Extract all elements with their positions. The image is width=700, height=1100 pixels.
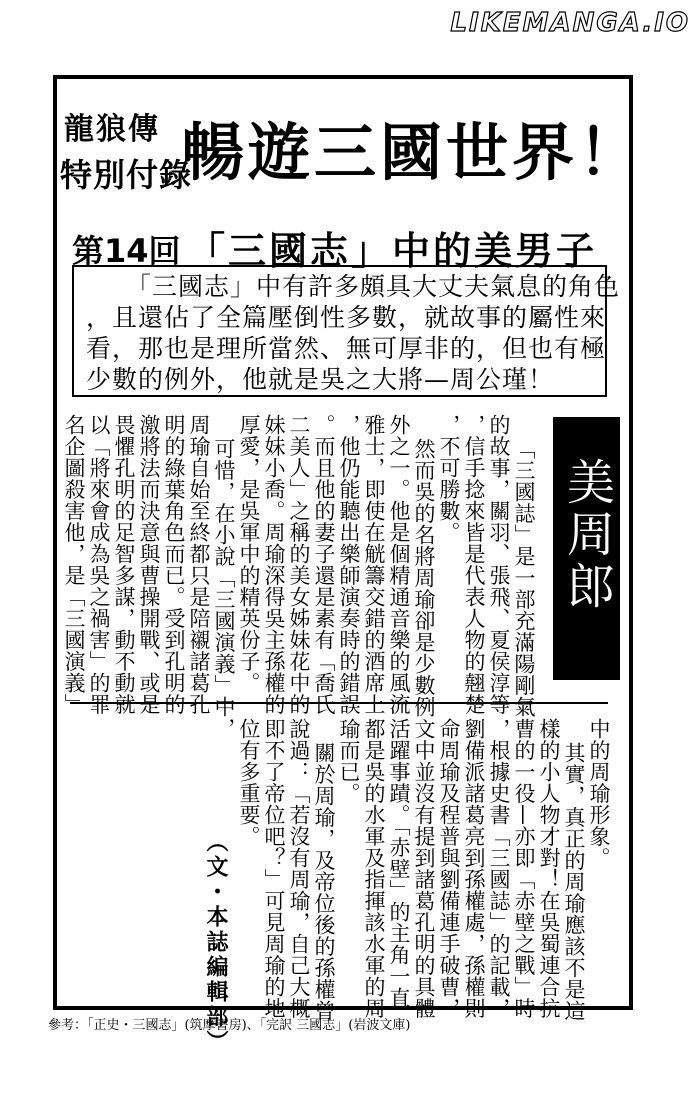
text-column: 然而吳的名將周瑜卻是少數例	[412, 438, 436, 718]
text-column: 妹妹小喬。周瑜深得吳主孫權的	[262, 414, 286, 715]
text-column: 即不了帝位吧？」可見周瑜的地	[262, 718, 286, 1019]
text-column: 說過：「若沒有周瑜，自己大概	[287, 718, 311, 1019]
intro-line: 少數的例外，他就是吳之大將—周公瑾！	[86, 365, 555, 394]
chapter-title: 「三國志」中的美男子	[187, 228, 598, 273]
text-column: 「三國誌」是一部充滿陽剛氣	[512, 438, 536, 718]
reference-note: 參考：「正史・三國志」(筑摩書房)、「完訳 三國志」(岩波文庫)	[48, 1018, 411, 1033]
chapter-number: 第14回	[72, 232, 181, 270]
text-column: 位有多重要。	[237, 718, 261, 847]
text-column: 以「將來會成為吳之禍害」的罪	[87, 414, 111, 715]
intro-line: 「三國志」中有許多頗具大丈夫氣息的角色	[126, 272, 621, 301]
section-divider	[70, 702, 608, 704]
text-column: 都是吳的水軍及指揮該水軍的周	[362, 718, 386, 1019]
supplement-label: 特別付錄	[60, 156, 193, 194]
text-column: ，他仍能聽出樂師演奏時的錯誤	[337, 414, 361, 715]
text-column: 活躍事蹟。「赤壁」的主角一直	[387, 718, 411, 1009]
text-column: 二美人」之稱的美女姊妹花中的	[287, 414, 311, 715]
text-column: 厚愛，是吳軍中的精英份子。	[237, 414, 261, 694]
watermark: LIKEMANGA.IO	[450, 8, 690, 38]
section-title-box	[553, 417, 620, 680]
page-title: 暢遊三國世界！	[182, 116, 645, 189]
text-column: 名企圖殺害他，是「三國演義」	[62, 414, 86, 715]
text-column: 周瑜自始至終都只是陪襯諸葛孔	[187, 414, 211, 715]
intro-line: ，且還佔了全篇壓倒性多數，就故事的屬性來	[86, 303, 607, 332]
text-column: 可惜，在小說「三國演義」中，	[212, 438, 236, 739]
text-column: 命周瑜及程普與劉備連手破曹，	[437, 718, 461, 1019]
text-column: 。而且他的妻子還是素有「喬氏	[312, 414, 336, 715]
text-column: 明的綠葉角色而已。受到孔明的	[162, 414, 186, 715]
text-column: 樣的小人物才對！在吳蜀連合抗	[537, 718, 561, 1019]
chapter-heading	[72, 220, 612, 273]
text-column: 文中並沒有提到諸葛孔明的具體	[412, 718, 436, 1019]
text-column: 雅士，即使在觥籌交錯的酒席上	[362, 414, 386, 715]
section-title: 美周郎	[558, 457, 615, 613]
intro-line: 看，那也是理所當然、無可厚非的，但也有極	[86, 334, 607, 363]
text-column: 曹的一役—亦即「赤壁之戰」時	[512, 718, 536, 1019]
text-column: 瑜而已。	[337, 718, 361, 804]
author-credit: （文・本誌編輯部）	[203, 830, 228, 1055]
text-column: 畏懼孔明的足智多謀，動不動就	[112, 414, 136, 715]
text-column: ，信手捻來皆是代表人物的翹楚	[462, 414, 486, 715]
text-column: 外之一。他是個精通音樂的風流	[387, 414, 411, 715]
text-column: 的故事，關羽、張飛、夏侯淳等	[487, 414, 511, 715]
text-column: 劉備派諸葛亮到孫權處，孫權則	[462, 718, 486, 1019]
text-column: ，不可勝數。	[437, 414, 461, 543]
text-column: 關於周瑜，及帝位後的孫權曾	[312, 742, 336, 1022]
text-column: 激將法而決意與曹操開戰、或是	[137, 414, 161, 715]
text-column: 中的周瑜形象。	[587, 718, 611, 869]
text-column: 其實，真正的周瑜應該不是這	[562, 742, 586, 1022]
series-name: 龍狼傳	[64, 112, 160, 147]
intro-box	[72, 265, 621, 397]
text-column: ，根據史書「三國誌」的記載，	[487, 718, 511, 1019]
